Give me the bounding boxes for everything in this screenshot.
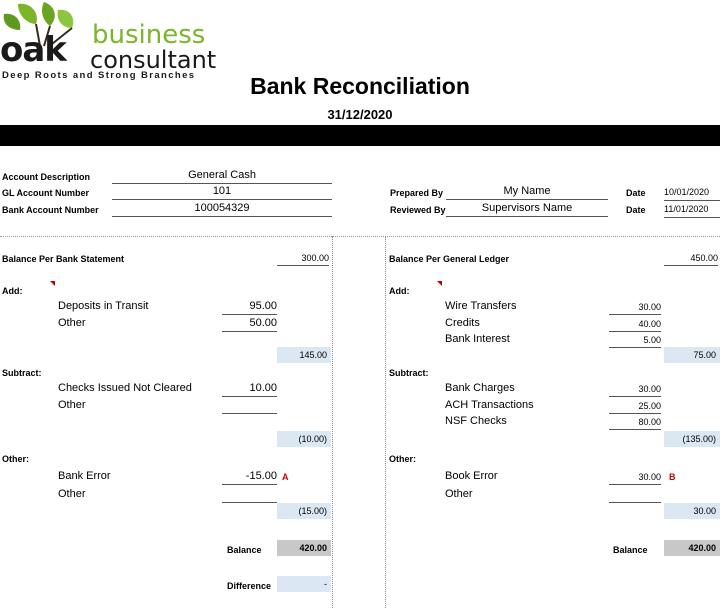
bank-subtract-item-name: Other xyxy=(58,399,86,411)
bank-balance-label: Balance Per Bank Statement xyxy=(2,254,125,264)
account-description-value: General Cash xyxy=(112,169,332,184)
ledger-add-item-value: 30.00 xyxy=(609,302,661,315)
header-divider-bar xyxy=(0,125,720,146)
ledger-subtract-item-value: 30.00 xyxy=(609,384,661,397)
bank-final-balance-label: Balance xyxy=(227,545,262,555)
prepared-by-value: My Name xyxy=(446,185,608,200)
ledger-add-item-name: Bank Interest xyxy=(445,333,510,345)
ledger-add-item-value: 5.00 xyxy=(609,335,661,348)
ledger-balance-label: Balance Per General Ledger xyxy=(389,254,510,264)
ledger-subtract-item-name: Bank Charges xyxy=(445,382,515,394)
ledger-subtract-total: (135.00) xyxy=(664,431,720,447)
difference-label: Difference xyxy=(227,581,272,591)
bank-other-item-name: Other xyxy=(58,488,86,500)
prepared-date-label: Date xyxy=(626,188,646,198)
reviewed-date-value: 11/01/2020 xyxy=(664,204,720,218)
bank-account-label: Bank Account Number xyxy=(2,205,99,215)
report-date: 31/12/2020 xyxy=(327,107,393,122)
bank-add-label: Add: xyxy=(2,286,23,296)
bank-other-item-value xyxy=(222,488,277,503)
prepared-date-value: 10/01/2020 xyxy=(664,187,720,201)
bank-other-total: (15.00) xyxy=(277,503,331,519)
logo-business-text: business xyxy=(92,20,206,50)
bank-add-item-name: Deposits in Transit xyxy=(58,300,149,312)
bank-error-note: A xyxy=(282,472,289,482)
gl-account-value: 101 xyxy=(112,185,332,200)
gl-account-label: GL Account Number xyxy=(2,188,90,198)
logo-consultant-text: consultant xyxy=(90,46,217,74)
reviewed-by-label: Reviewed By xyxy=(390,205,446,215)
ledger-other-item-name: Book Error xyxy=(445,470,498,482)
ledger-add-label: Add: xyxy=(389,286,410,296)
bank-add-item-value: 95.00 xyxy=(222,300,277,315)
ledger-other-item-value: 30.00 xyxy=(609,472,661,485)
bank-subtract-item-value xyxy=(222,399,277,414)
bank-other-label: Other: xyxy=(2,454,29,464)
ledger-subtract-label: Subtract: xyxy=(389,368,429,378)
bank-balance-value: 300.00 xyxy=(277,253,329,266)
ledger-final-balance-label: Balance xyxy=(613,545,648,555)
bank-section-right-border xyxy=(332,236,333,608)
account-description-label: Account Description xyxy=(2,172,91,182)
ledger-add-item-name: Credits xyxy=(445,317,480,329)
ledger-section-left-border xyxy=(385,236,386,608)
ledger-other-label: Other: xyxy=(389,454,416,464)
bank-other-item-name: Bank Error xyxy=(58,470,111,482)
prepared-by-label: Prepared By xyxy=(390,188,444,198)
ledger-subtract-item-name: ACH Transactions xyxy=(445,399,534,411)
bank-final-balance-value: 420.00 xyxy=(277,540,331,556)
bank-other-item-value: -15.00 xyxy=(222,470,277,485)
page-title: Bank Reconciliation xyxy=(250,73,470,99)
company-logo xyxy=(0,0,230,82)
bank-add-total: 145.00 xyxy=(277,347,331,363)
ledger-subtract-item-name: NSF Checks xyxy=(445,415,507,427)
comment-marker-icon xyxy=(437,281,442,286)
bank-subtract-label: Subtract: xyxy=(2,368,42,378)
ledger-other-item-value xyxy=(609,490,661,503)
comment-marker-icon xyxy=(50,281,55,286)
logo-oak-text: oak xyxy=(0,30,66,70)
book-error-note: B xyxy=(669,472,676,482)
difference-value: - xyxy=(277,576,331,592)
ledger-add-total: 75.00 xyxy=(664,347,720,363)
ledger-other-item-name: Other xyxy=(445,488,473,500)
ledger-other-total: 30.00 xyxy=(664,503,720,519)
ledger-subtract-item-value: 25.00 xyxy=(609,401,661,414)
section-top-border xyxy=(0,236,720,237)
ledger-balance-value: 450.00 xyxy=(664,253,718,266)
bank-add-item-value: 50.00 xyxy=(222,317,277,332)
ledger-add-item-value: 40.00 xyxy=(609,319,661,332)
bank-subtract-item-name: Checks Issued Not Cleared xyxy=(58,382,192,394)
bank-subtract-item-value: 10.00 xyxy=(222,382,277,397)
ledger-final-balance-value: 420.00 xyxy=(664,540,720,556)
logo-tagline: Deep Roots and Strong Branches xyxy=(2,70,196,81)
ledger-add-item-name: Wire Transfers xyxy=(445,300,517,312)
ledger-subtract-item-value: 80.00 xyxy=(609,417,661,430)
bank-add-item-name: Other xyxy=(58,317,86,329)
bank-account-value: 100054329 xyxy=(112,202,332,217)
bank-subtract-total: (10.00) xyxy=(277,431,331,447)
reviewed-date-label: Date xyxy=(626,205,646,215)
reviewed-by-value: Supervisors Name xyxy=(446,202,608,217)
